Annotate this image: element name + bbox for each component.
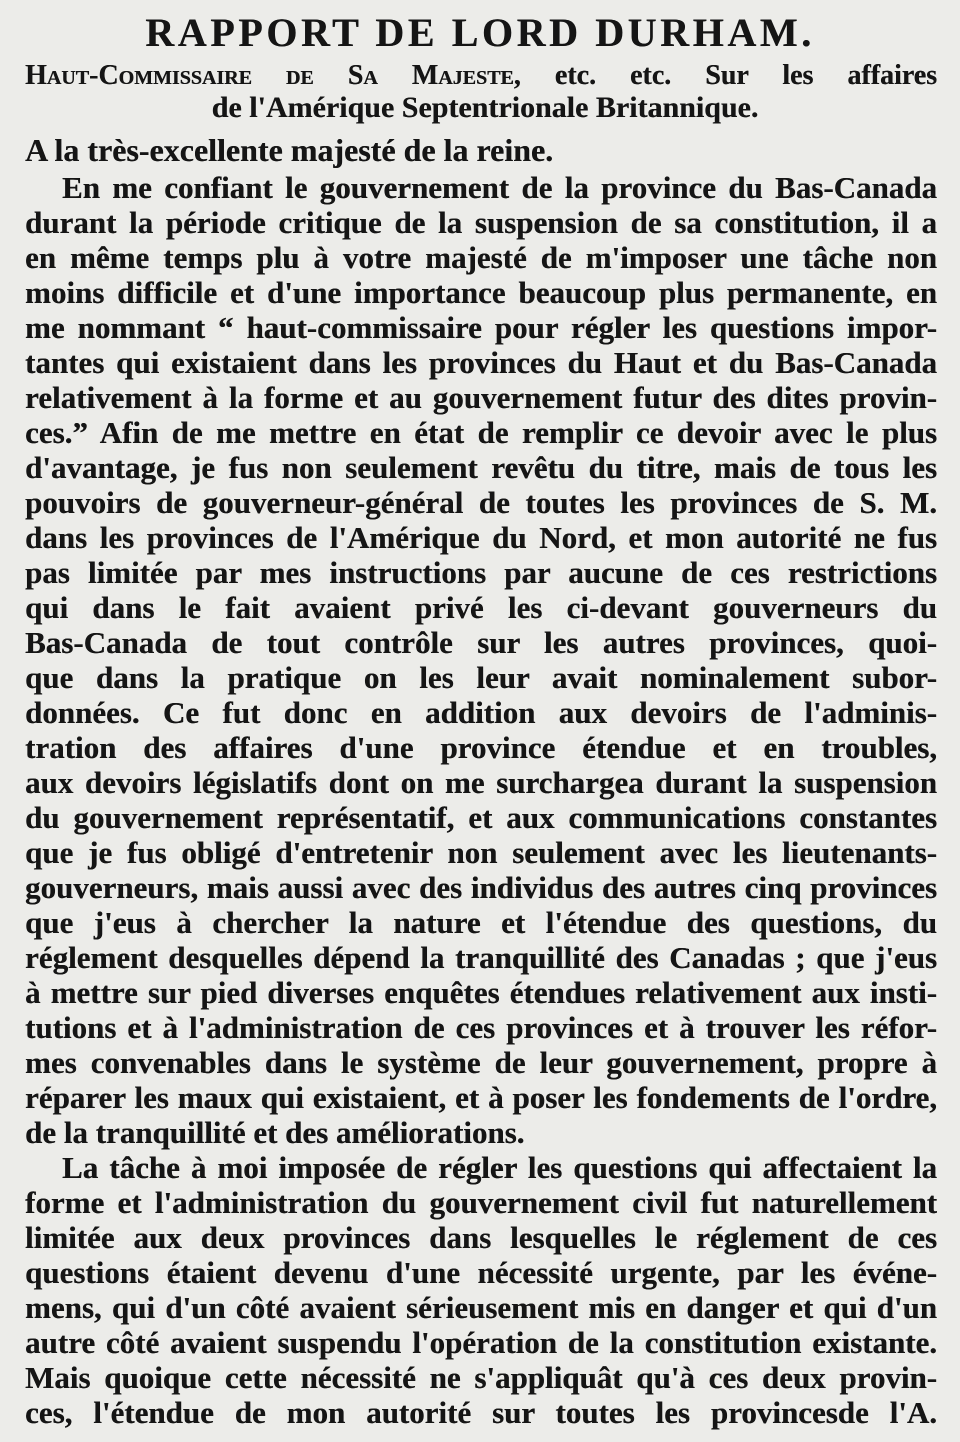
text-line: du gouvernement représentatif, et aux communications constantes	[25, 800, 937, 835]
text-line: tration des affaires d'une province étendue et en troubles,	[25, 730, 937, 765]
subtitle-affairs: etc. etc. Sur les affaires	[554, 60, 937, 91]
subtitle	[25, 59, 937, 93]
salutation: A la très-excellente majesté de la reine.	[25, 132, 554, 168]
text-line: ces.” Afin de me mettre en état de remplir ce devoir avec le plus	[25, 415, 937, 450]
text-line: La tâche à moi imposée de régler les questions qui affectaient la	[62, 1150, 937, 1185]
text-line: me nommant “ haut-commissaire pour régler les questions impor-	[25, 310, 937, 345]
text-line: tutions et à l'administration de ces provinces et à trouver les réfor-	[25, 1010, 937, 1045]
body-text	[25, 170, 937, 1430]
text-line: que j'eus à chercher la nature et l'étendue des questions, du	[25, 905, 937, 940]
subtitle-office: Haut-Commissaire de Sa Majeste,	[25, 60, 521, 91]
text-line: aux devoirs législatifs dont on me surchargea durant la suspension	[25, 765, 937, 800]
text-line: pouvoirs de gouverneur-général de toutes les provinces de S. M.	[25, 485, 937, 520]
text-line: réglement desquelles dépend la tranquillité des Canadas ; que j'eus	[25, 940, 937, 975]
text-line: à mettre sur pied diverses enquêtes étendues relativement aux insti-	[25, 975, 937, 1010]
text-line: données. Ce fut donc en addition aux devoirs de l'adminis-	[25, 695, 937, 730]
text-line: que dans la pratique on les leur avait nominalement subor-	[25, 660, 937, 695]
document-title: RAPPORT DE LORD DURHAM.	[145, 10, 815, 55]
text-line: mes convenables dans le système de leur gouvernement, propre à	[25, 1045, 937, 1080]
text-line: Bas-Canada de tout contrôle sur les autres provinces, quoi-	[25, 625, 937, 660]
text-line: questions étaient devenu d'une nécessité urgente, par les événe-	[25, 1255, 937, 1290]
text-line: que je fus obligé d'entretenir non seulement avec les lieutenants-	[25, 835, 937, 870]
text-line: qui dans le fait avaient privé les ci-devant gouverneurs du	[25, 590, 937, 625]
subtitle-continuation: de l'Amérique Septentrionale Britannique.	[211, 91, 759, 124]
text-line: limitée aux deux provinces dans lesquelles le réglement de ces	[25, 1220, 937, 1255]
text-line: forme et l'administration du gouvernement civil fut naturellement	[25, 1185, 937, 1220]
paragraph-2	[25, 1150, 937, 1430]
text-line: d'avantage, je fus non seulement revêtu du titre, mais de tous les	[25, 450, 937, 485]
text-line: En me confiant le gouvernement de la province du Bas-Canada	[62, 170, 937, 205]
text-line: autre côté avaient suspendu l'opération de la constitution existante.	[25, 1325, 937, 1360]
text-line: ces, l'étendue de mon autorité sur toutes les provincesde l'A.	[25, 1395, 937, 1430]
text-line: de la tranquillité et des améliorations.	[25, 1115, 525, 1150]
text-line: pas limitée par mes instructions par aucune de ces restrictions	[25, 555, 937, 590]
text-line: dans les provinces de l'Amérique du Nord, et mon autorité ne fus	[25, 520, 937, 555]
paragraph-1	[25, 170, 937, 1150]
text-line: moins difficile et d'une importance beaucoup plus permanente, en	[25, 275, 937, 310]
text-line: tantes qui existaient dans les provinces du Haut et du Bas-Canada	[25, 345, 937, 380]
text-line: réparer les maux qui existaient, et à poser les fondements de l'ordre,	[25, 1080, 937, 1115]
text-line: en même temps plu à votre majesté de m'imposer une tâche non	[25, 240, 937, 275]
text-line: mens, qui d'un côté avaient sérieusement mis en danger et qui d'un	[25, 1290, 937, 1325]
text-line: relativement à la forme et au gouvernement futur des dites provin-	[25, 380, 937, 415]
text-line: gouverneurs, mais aussi avec des individus des autres cinq provinces	[25, 870, 937, 905]
text-line: durant la période critique de la suspension de sa constitution, il a	[25, 205, 937, 240]
text-line: Mais quoique cette nécessité ne s'appliquât qu'à ces deux provin-	[25, 1360, 937, 1395]
